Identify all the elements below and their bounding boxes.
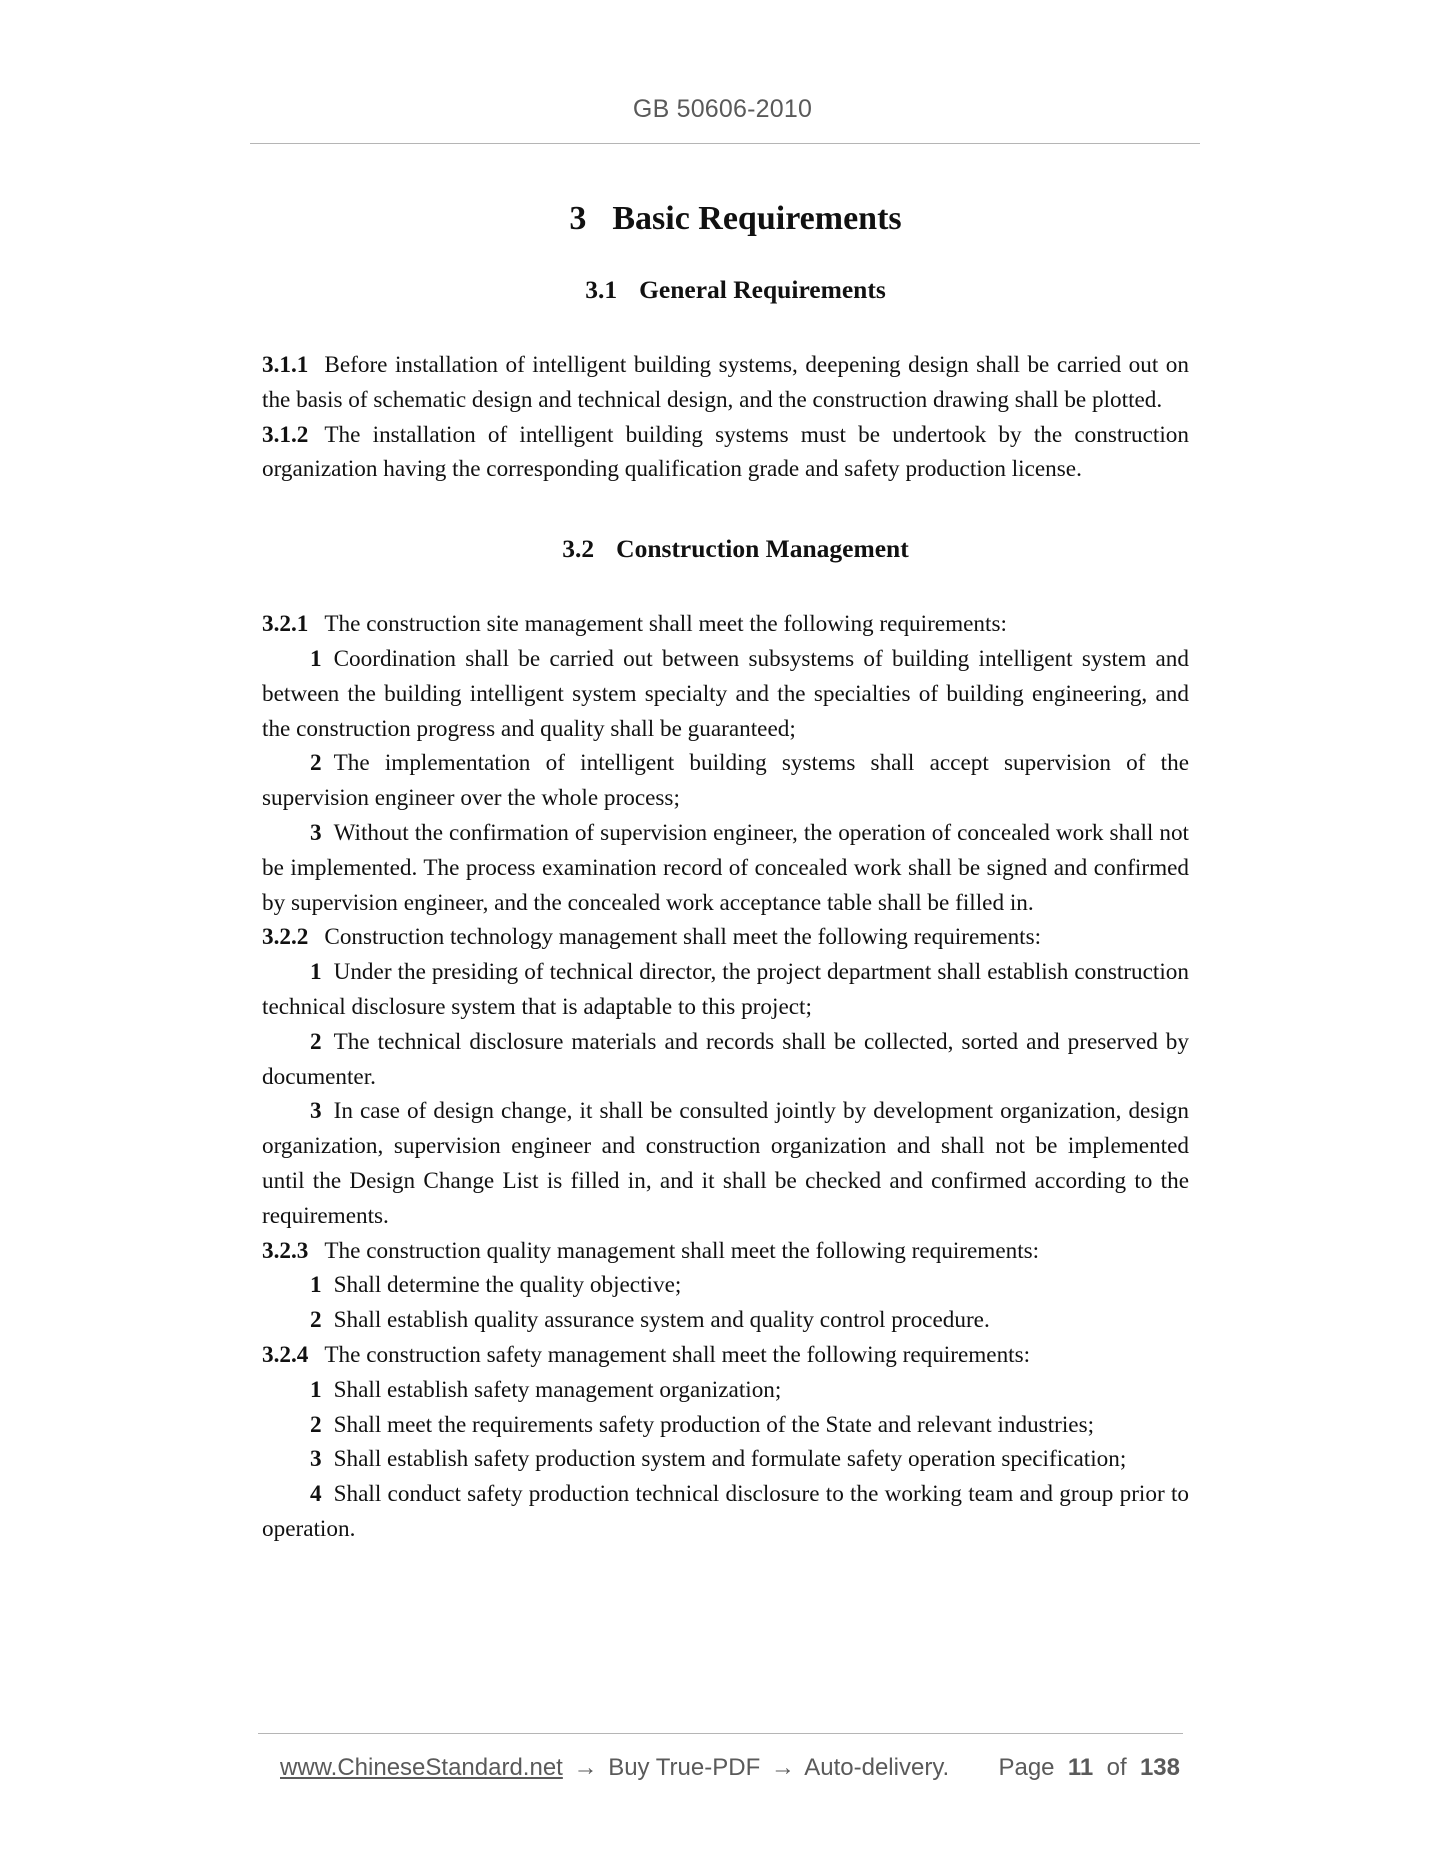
- page-footer: [280, 1754, 1180, 1782]
- item-text: Under the presiding of technical director, the project department shall establish construction technical disclosure system that is adaptable to this project;: [262, 959, 1189, 1020]
- section-number: 3.2: [562, 534, 595, 564]
- clause-3-2-3: [262, 1234, 1189, 1269]
- clause-3-1-2: [262, 418, 1189, 488]
- section-title-3-1: [262, 272, 1189, 308]
- clause-text: The construction quality management shall meet the following requirements:: [324, 1237, 1040, 1264]
- item-text: Shall conduct safety production technical disclosure to the working team and group prior to operation.: [262, 1481, 1189, 1542]
- page-of: of: [1106, 1754, 1127, 1781]
- item-text: The implementation of intelligent building systems shall accept supervision of the supervision engineer over the whole process;: [262, 750, 1189, 812]
- page-current: 11: [1067, 1754, 1094, 1781]
- chapter-title-text: Basic Requirements: [612, 200, 902, 237]
- footer-divider: [258, 1733, 1183, 1734]
- clause-text: Before installation of intelligent building systems, deepening design shall be carried out on the basis of schematic design and technical design, and the construction drawing shall be plotted.: [262, 352, 1189, 413]
- chapter-title: [262, 195, 1189, 243]
- document-body: [262, 195, 1189, 1547]
- buy-pdf-text: Buy True-PDF: [608, 1754, 761, 1781]
- list-item: [262, 746, 1189, 816]
- delivery-text: Auto-delivery.: [804, 1754, 950, 1781]
- page-total: 138: [1139, 1754, 1180, 1781]
- list-item: [262, 1025, 1189, 1095]
- section-number: 3.1: [585, 275, 618, 304]
- item-text: Coordination shall be carried out between subsystems of building intelligent system and between the building intelligent system specialty and the specialties of building engineering, and the construction progress and quality shall be guaranteed;: [262, 645, 1189, 742]
- page-indicator: [998, 1754, 1180, 1782]
- item-text: Shall establish safety management organization;: [333, 1376, 782, 1403]
- item-text: Shall determine the quality objective;: [333, 1272, 682, 1299]
- arrow-right-icon: →: [573, 1754, 598, 1781]
- list-item: [262, 955, 1189, 1025]
- item-text: Shall establish safety production system and formulate safety operation specification;: [333, 1446, 1127, 1473]
- clause-3-2-4: [262, 1338, 1189, 1373]
- clause-text: Construction technology management shall meet the following requirements:: [324, 924, 1042, 951]
- item-number: 3: [310, 1446, 322, 1473]
- list-item: [262, 1408, 1189, 1443]
- list-item: [262, 1268, 1189, 1303]
- item-text: In case of design change, it shall be consulted jointly by development organization, design organization, supervision engineer and construction organization and shall not be implemented until the Design Change List is filled in, and it shall be checked and confirmed according to the requirements.: [262, 1098, 1189, 1229]
- page-label: Page: [998, 1754, 1055, 1781]
- item-number: 2: [310, 750, 322, 777]
- item-number: 2: [310, 1028, 322, 1055]
- clause-text: The installation of intelligent building systems must be undertook by the construction organization having the corresponding qualification grade and safety production license.: [262, 421, 1189, 483]
- section-title-3-2: [262, 531, 1189, 567]
- arrow-right-icon: →: [770, 1754, 795, 1781]
- item-number: 3: [310, 819, 322, 846]
- clause-number: 3.2.3: [262, 1237, 309, 1264]
- item-number: 2: [310, 1411, 322, 1438]
- clause-number: 3.2.1: [262, 611, 309, 638]
- section-title-text: Construction Management: [616, 534, 909, 564]
- list-item: [262, 642, 1189, 746]
- item-number: 1: [310, 959, 322, 986]
- item-text: Shall meet the requirements safety production of the State and relevant industries;: [333, 1411, 1095, 1438]
- list-item: [262, 1094, 1189, 1233]
- clause-3-1-1: [262, 348, 1189, 418]
- clause-number: 3.2.4: [262, 1341, 309, 1368]
- item-number: 2: [310, 1307, 322, 1334]
- document-code-header: GB 50606-2010: [632, 95, 813, 123]
- list-item: [262, 1373, 1189, 1408]
- chapter-number: 3: [569, 200, 587, 237]
- header-divider: [250, 143, 1200, 144]
- item-number: 3: [310, 1098, 322, 1125]
- clause-number: 3.2.2: [262, 924, 309, 951]
- list-item: [262, 1442, 1189, 1477]
- item-number: 1: [310, 1376, 322, 1403]
- item-text: Without the confirmation of supervision engineer, the operation of concealed work shall not be implemented. The process examination record of concealed work shall be signed and confirmed by supervision engineer, and the concealed work acceptance table shall be filled in.: [262, 819, 1189, 916]
- clause-3-2-2: [262, 920, 1189, 955]
- list-item: [262, 1303, 1189, 1338]
- item-number: 1: [310, 645, 322, 672]
- list-item: [262, 816, 1189, 920]
- section-title-text: General Requirements: [639, 275, 886, 304]
- clause-text: The construction safety management shall meet the following requirements:: [324, 1341, 1031, 1368]
- site-link[interactable]: www.ChineseStandard.net: [280, 1754, 563, 1781]
- clause-number: 3.1.1: [262, 352, 309, 378]
- item-number: 4: [310, 1481, 322, 1508]
- item-text: Shall establish quality assurance system and quality control procedure.: [333, 1307, 990, 1334]
- clause-3-2-1: [262, 607, 1189, 642]
- item-number: 1: [310, 1272, 322, 1299]
- item-text: The technical disclosure materials and records shall be collected, sorted and preserved by documenter.: [262, 1028, 1189, 1090]
- clause-number: 3.1.2: [262, 421, 309, 448]
- clause-text: The construction site management shall meet the following requirements:: [324, 611, 1007, 638]
- list-item: [262, 1477, 1189, 1547]
